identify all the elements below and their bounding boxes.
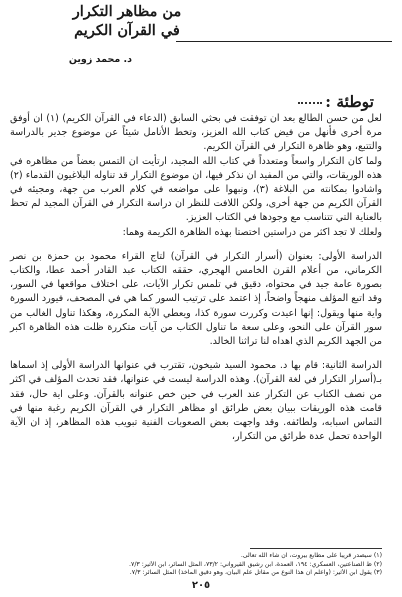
article-title: [12, 2, 242, 40]
section-heading-text: توطئة :: [325, 92, 374, 111]
paragraph-first-study: الدراسة الأولى: بعنوان (أسرار التكرار في القرآن) لتاج القراء محمود بن حمزة بن نصر الكرماني، من أعلام القرن الخامس الهجري، حققه الكتاب عبد القادر أحمد عطا، والكتاب بصورة عامة جيد في محتواه، دقيق في تلمس تكرار الآيات، على اختلاف مواقعها في السور، وقد اتبع المؤلف منهجاً واضحاً، إذ اعتمد على ترتيب السور كما هي في المصحف، فيورد السورة واية منها ويقول: إنها اعيدت وكررت سورة كذا، ويعطي الآية المكررة، وهكذا تناول الغالب من سور القرآن على النحو، وعلى سعة ما تناول الكتاب من آيات متكررة ظلت هذه الظاهرة اكبر من الجهد الكريم الذي اهداه لنا تراثنا الخالد.: [10, 250, 382, 348]
paragraph-second-study: الدراسة الثانية: قام بها د. محمود السيد شيخون، تقترب في عنوانها الدراسة الأولى إذ اسماها بـ(أسرار التكرار في لغة القرآن). وهذه الدراسة ليست في عنوانها، فقد تحدث المؤلف في اكثر من نصف الكتاب عن التكرار عند العرب في حين خص عنوانه بالقرآن. وعلى اية حال، فقد قامت هذه الوريقات ببيان بعض طرائق او مظاهر التكرار في القرآن الكريم رغبة منها في التماس اسبابه، ولطائفه. وقد واجهت بعض الصعوبات الفنية تبويب هذه المظاهر، إذ ان الآية الواحدة تحمل عدة طرائق من التكرار،: [10, 360, 382, 443]
article-title-line-2: في القرآن الكريم: [74, 22, 180, 39]
footnote-2: (٢) ظ الصناعتين، العسكري: ١٩٤، العمدة، ابن رشيق القيرواني: ٧٣/٢، المثل السائر، ابن الأثير: ٧/٣.: [129, 560, 382, 568]
footnote-divider: [250, 548, 382, 549]
paragraph-scope: ولما كان التكرار واسعاً ومتعدداً في كتاب الله المجيد، ارتأيت ان التمس بعضاً من مظاهره في هذه الوريقات، والتي من المفيد ان نذكر فيها، ان موضوع التكرار قد تناوله البلاغيون القدماء (٢) واشادوا بمكانته من البلاغة (٣)، ونبهوا على مواضعه في كلام العرب من جهة، ومجيئه في القرآن الكريم من جهة أخرى، ولكن اللافت للنظر ان دراسة التكرار في القرآن المجيد لم تحظ بالعناية التي تتناسب مع وجودها في الكتاب العزيز.: [10, 155, 382, 224]
body-text: [10, 112, 382, 444]
paragraph-intro: لعل من حسن الطالع بعد ان توفقت في بحثي السابق (الدعاء في القرآن الكريم) (١) ان أوفق مرة أخرى فأنهل من فيض كتاب الله العزيز، وتخط الأنامل شيئاً عن موضوع جدير بالدراسة والتتبع، وهو ظاهرة التكرار في القرآن الكريم.: [10, 113, 382, 153]
footnotes: [30, 552, 382, 578]
page-number: ٢٠٥: [191, 580, 211, 591]
footnote-1: (١) سيصدر قريباً على مطابع بيروت، ان شاء الله تعالى.: [240, 552, 382, 559]
footnote-3: (٣) يقول ابن الأثير: (واعلم ان هذا النوع من مقاتل علم البيان، وهو دقيق المأخذ) المثل السائر: ٧/٣.: [129, 569, 382, 577]
heading-dotted-rule: [298, 102, 322, 104]
title-underline-divider: [176, 41, 392, 42]
author-name: د. محمد زوين: [68, 54, 132, 65]
paragraph-studies-intro: ولعلك لا تجد اكثر من دراستين اختصتا بهذه الظاهرة الكريمة وهما:: [122, 226, 382, 238]
article-title-line-1: من مظاهر التكرار: [72, 3, 182, 20]
section-heading: [298, 92, 374, 111]
